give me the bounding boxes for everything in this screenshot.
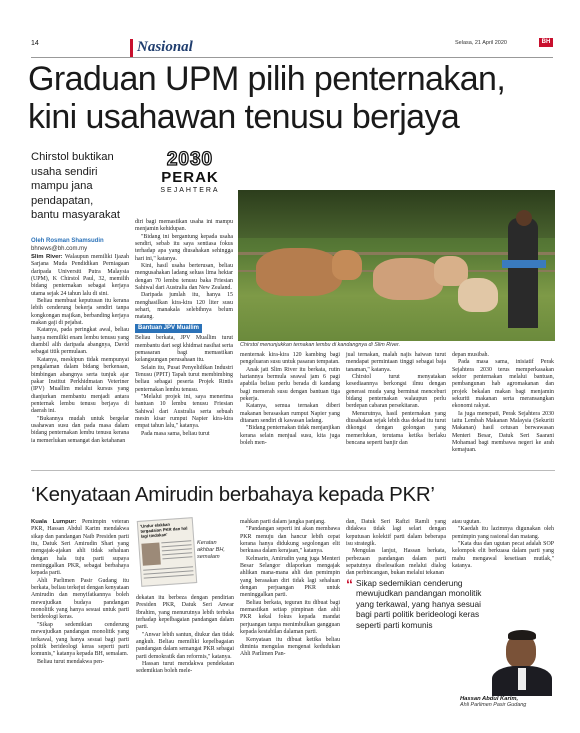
story1-column-3: menternak kira-kira 120 kambing bagi pengeluaran susu untuk pasaran tempatan. Anak jati Slim River itu berkata, rutin hariannya bermula seawal jam 6 pagi apabila beliau perlu berada di kandang bagi memerah susu dengan bantuan tiga pekerja. Katanya, semua ternakan diberi makanan berasaskan rumput Napier yang ditanam sendiri di kawasan ladang. "Bidang penternakan tidak menjanjikan kerana selain menjual susu, kita juga boleh men-: [240, 352, 340, 447]
clipping-headline: 'Undur elakkan tergadaian PKR dan hal lagi tindakan': [139, 521, 188, 539]
logo-word-perak: PERAK: [161, 169, 219, 186]
story1-column-4: jual ternakan, malah najis haiwan turut mendapat permintaan tinggi sebagai baja tanaman," katanya. Chirstol turut menyatakan kesediaannya berkongsi ilmu dengan generasi muda yang berminat menceburi bidang penternakan walaupun perlu berdepan cabaran persekitaran. Menurutnya, hasil penternakan yang diusahakan sejak lebih dua dekad itu turut dikongsi dengan golongan yang memerlukan, terutama ketika berlaku bencana seperti banjir dan: [346, 352, 446, 447]
quote-name: Hassan Abdul Karim,: [460, 696, 519, 702]
story1-column-5: depan musibah. Pada masa sama, inisiatif Perak Sejahtera 2030 terus memperkasakan sektor penternakan melalui bantuan, pembangunan hab agromakanan dan projek bekalan makan bagi menjamin sekuriti makanan serta meransangkan ekonomi rakyat. Ia juga menepati, Perak Sejahtera 2030 iaitu Lembah Makanan Malaysia (Sekuriti Makanan) hasil cetusan berwawasan Menteri Besar, Datuk Seri Saarani Mohamad bagi membawa negeri ke arah kemajuan.: [452, 352, 554, 454]
perak-sejahtera-logo: [158, 150, 222, 210]
clipping-caption: Keratan akhbar BH, semalam: [197, 540, 225, 560]
bh-logo: BH: [539, 38, 553, 47]
logo-year: 2030: [166, 149, 214, 170]
byline-author: Oleh Rosman Shamsudin: [31, 238, 104, 244]
issue-date: Selasa, 21 April 2020: [455, 40, 507, 46]
story1-headline: [28, 60, 558, 136]
page-number: 14: [31, 40, 39, 47]
story1-headline-line2: kini usahawan tenusu berjaya: [28, 98, 460, 136]
section-name: Nasional: [137, 39, 193, 55]
quote-attribution: [460, 696, 556, 708]
portrait-hassan: [488, 630, 556, 696]
story1-column-1: Slim River: Walaupun memiliki Ijazah Sarjana Muda Pendidikan Perniagaan daripada Universiti Putra Malaysia (UPM), K Chirstol Paul, 32, memilih bidang penternakan sebagai kerjaya utama sejak 24 tahun lalu di sini. Beliau membuat keputusan itu kerana lebih cenderung bekerja sendiri tanpa kongkongan majikan, berbanding kerjaya makan gaji di pejabat. Katanya, pada peringkat awal, beliau hanya memiliki enam lembu tenusu yang diambil alih daripada abangnya, David sebagai titik permulaan. Katanya, meskipun tidak mempunyai pengalaman dalam bidang berkenaan, bimbingan abangnya serta tunjuk ajar pakar Institut Perkhidmatan Veteriner (IPV) Muallim melalui kursus yang dianjurkan membantu menjadi antara penternak lembu tenusu berjaya di daerah ini. "Bukannya mudah untuk bergelar usahawan susu dan pada masa dalam bidang penternakan lembu tenusu kerana ia memerlukan semangat dan ketahanan: [31, 254, 129, 444]
quote-title: Ahli Parlimen Pasir Gudang: [460, 702, 527, 708]
story1-headline-line1: Graduan UPM pilih penternakan,: [28, 60, 506, 98]
byline: [31, 237, 104, 253]
story2-column-3: mahkan parti dalam jangka panjang. "Pandangan seperti ini akan membawa PKR menuju dan hancur lebih cepat kerana hanya didukung segolongan elit berkuasa dalam kerajaan," katanya. Kelmarin, Amirudin yang juga Menteri Besar Selangor dilaporkan mengajak ahlikan mana-mana ahli dan pemimpin yang berasakan diri tidak lagi sehaluan dengan perjuangan PKR untuk meninggalkan parti. Beliau berkata, teguran itu dibuat bagi memastikan setiap pimpinan dan ahli PKR kekal fokus kepada mandat perjuangan tanpa menimbulkan gangguan kepada kestabilan dalaman parti. Kenyataan itu dibuat ketika beliau diminta mengulas mengenai kedudukan Ahli Parlimen Pan-: [240, 519, 340, 658]
pull-quote-text: Sikap sedemikian cenderung mewujudkan pandangan monolitik yang terkawal, yang hanya sesuai bagi parti politik berideologi keras seperti parti komunis: [356, 578, 482, 630]
header-rule: [31, 57, 553, 58]
quote-mark-icon: “: [346, 576, 353, 592]
section-tag: [130, 39, 133, 57]
story1-column-2: diri bagi memastikan usaha ini mampu menjamin kehidupan. "Bidang ini bergantung kepada usaha sendiri, sebab itu saya sentiasa fokus terhadap apa yang diusahakan sehingga hari ini," katanya. Kini, hasil usaha berterusan, beliau mengusahakan ladang seluas lima hektar dengan 70 lembu tenusu baka Friesian Sahiwal dari Australia dan New Zealand. Daripada jumlah itu, hanya 15 menghasilkan kira-kira 120 liter susu sehari, manakala selebihnya belum matang. Bantuan JPV Muallim Beliau berkata, JPV Muallim turut membantu dari segi khidmat nasihat serta pemasaran bagi memastikan kelangsungan perusahaan itu. Selain itu, Pusat Penyelidikan Industri Tenusu (PPIT) Tapah turut membimbing beliau sebagai peserta Projek Rintis penternakan lembu tenusu. "Melalui projek ini, saya menerima bantuan 10 lembu tenusu Friesian Sahiwal dari Australia serta sebuah mesin kisar rumput Napier kira-kira empat tahun lalu," katanya. Pada masa sama, beliau turut: [135, 219, 233, 437]
byline-email: bhnews@bh.com.my: [31, 246, 88, 252]
story2-column-2: dekatan itu berbeza dengan pendirian Presiden PKR, Datuk Seri Anwar Ibrahim, yang menurutnya lebih terbuka terhadap kepelbagaian pandangan dalam parti. "Anwar lebih santun, diukur dan tidak angkuh. Beliau memiliki kepelbagaian pandangan dalam semangat PKR sebagai parti demokratik dan reformis," katanya. Hassan turut mendakwa pendekatan sedemikian boleh mele-: [136, 595, 234, 675]
story2-headline: ‘Kenyataan Amirudin berbahaya kepada PKR’: [31, 483, 435, 506]
page-header: [0, 0, 580, 60]
logo-word-sejahtera: SEJAHTERA: [160, 187, 220, 194]
cattle-photo: [238, 190, 555, 341]
photo-caption: Chirstol menunjukkan ternakan lembu di kandangnya di Slim River.: [240, 342, 401, 348]
pull-quote: [346, 578, 486, 630]
story2-column-1: Kuala Lumpur: Pemimpin veteran PKR, Hassan Abdul Karim mendakwa sikap dan pandangan Naib Presiden parti itu, Datuk Seri Amirudin Shari yang mengajak-ajakan ahli tidak sehaluan dengan hala tuju parti supaya meninggalkan PKR, sebagai berbahaya kepada parti. Ahli Parlimen Pasir Gudang itu berkata, beliau terkejut dengan kenyataan Amirudin dan menyifatkannya boleh mewujudkan budaya pandangan monolitik yang hanya sesuai untuk parti berideologi keras. "Sikap sedemikian cenderung mewujudkan pandangan monolitik yang terkawal, yang hanya sesuai bagi parti politik berideologi keras seperti parti komunis," katanya kepada BH, semalam. Beliau turut mendakwa pen-: [31, 519, 129, 665]
story1-subhead: Chirstol buktikan usaha sendiri mampu jana pendapatan, bantu masyarakat: [31, 151, 120, 222]
story-divider: [31, 470, 555, 471]
subhead-bantuan-jpv: Bantuan JPV Muallim: [135, 324, 202, 333]
newspaper-clipping: [137, 517, 197, 587]
story2-column-4: dan, Datuk Seri Rafizi Ramli yang didakwa tidak lagi selari dengan keputusan kolektif parti dalam beberapa isu strategik. Mengulas lanjut, Hassan berkata, perbezaan pandangan dalam parti sepatutnya diselesaikan melalui dialog dan perbincangan, bukan melalui tekanan: [346, 519, 446, 577]
story2-column-5: atau ugutan. "Kaedah itu lazimnya digunakan oleh pemimpin yang rasional dan matang. "Kata dua dan ugutan pecat adalah SOP kelompok elit berkuasa dalam parti yang mahu mengawal kesetiaan mutlak," katanya.: [452, 519, 554, 570]
